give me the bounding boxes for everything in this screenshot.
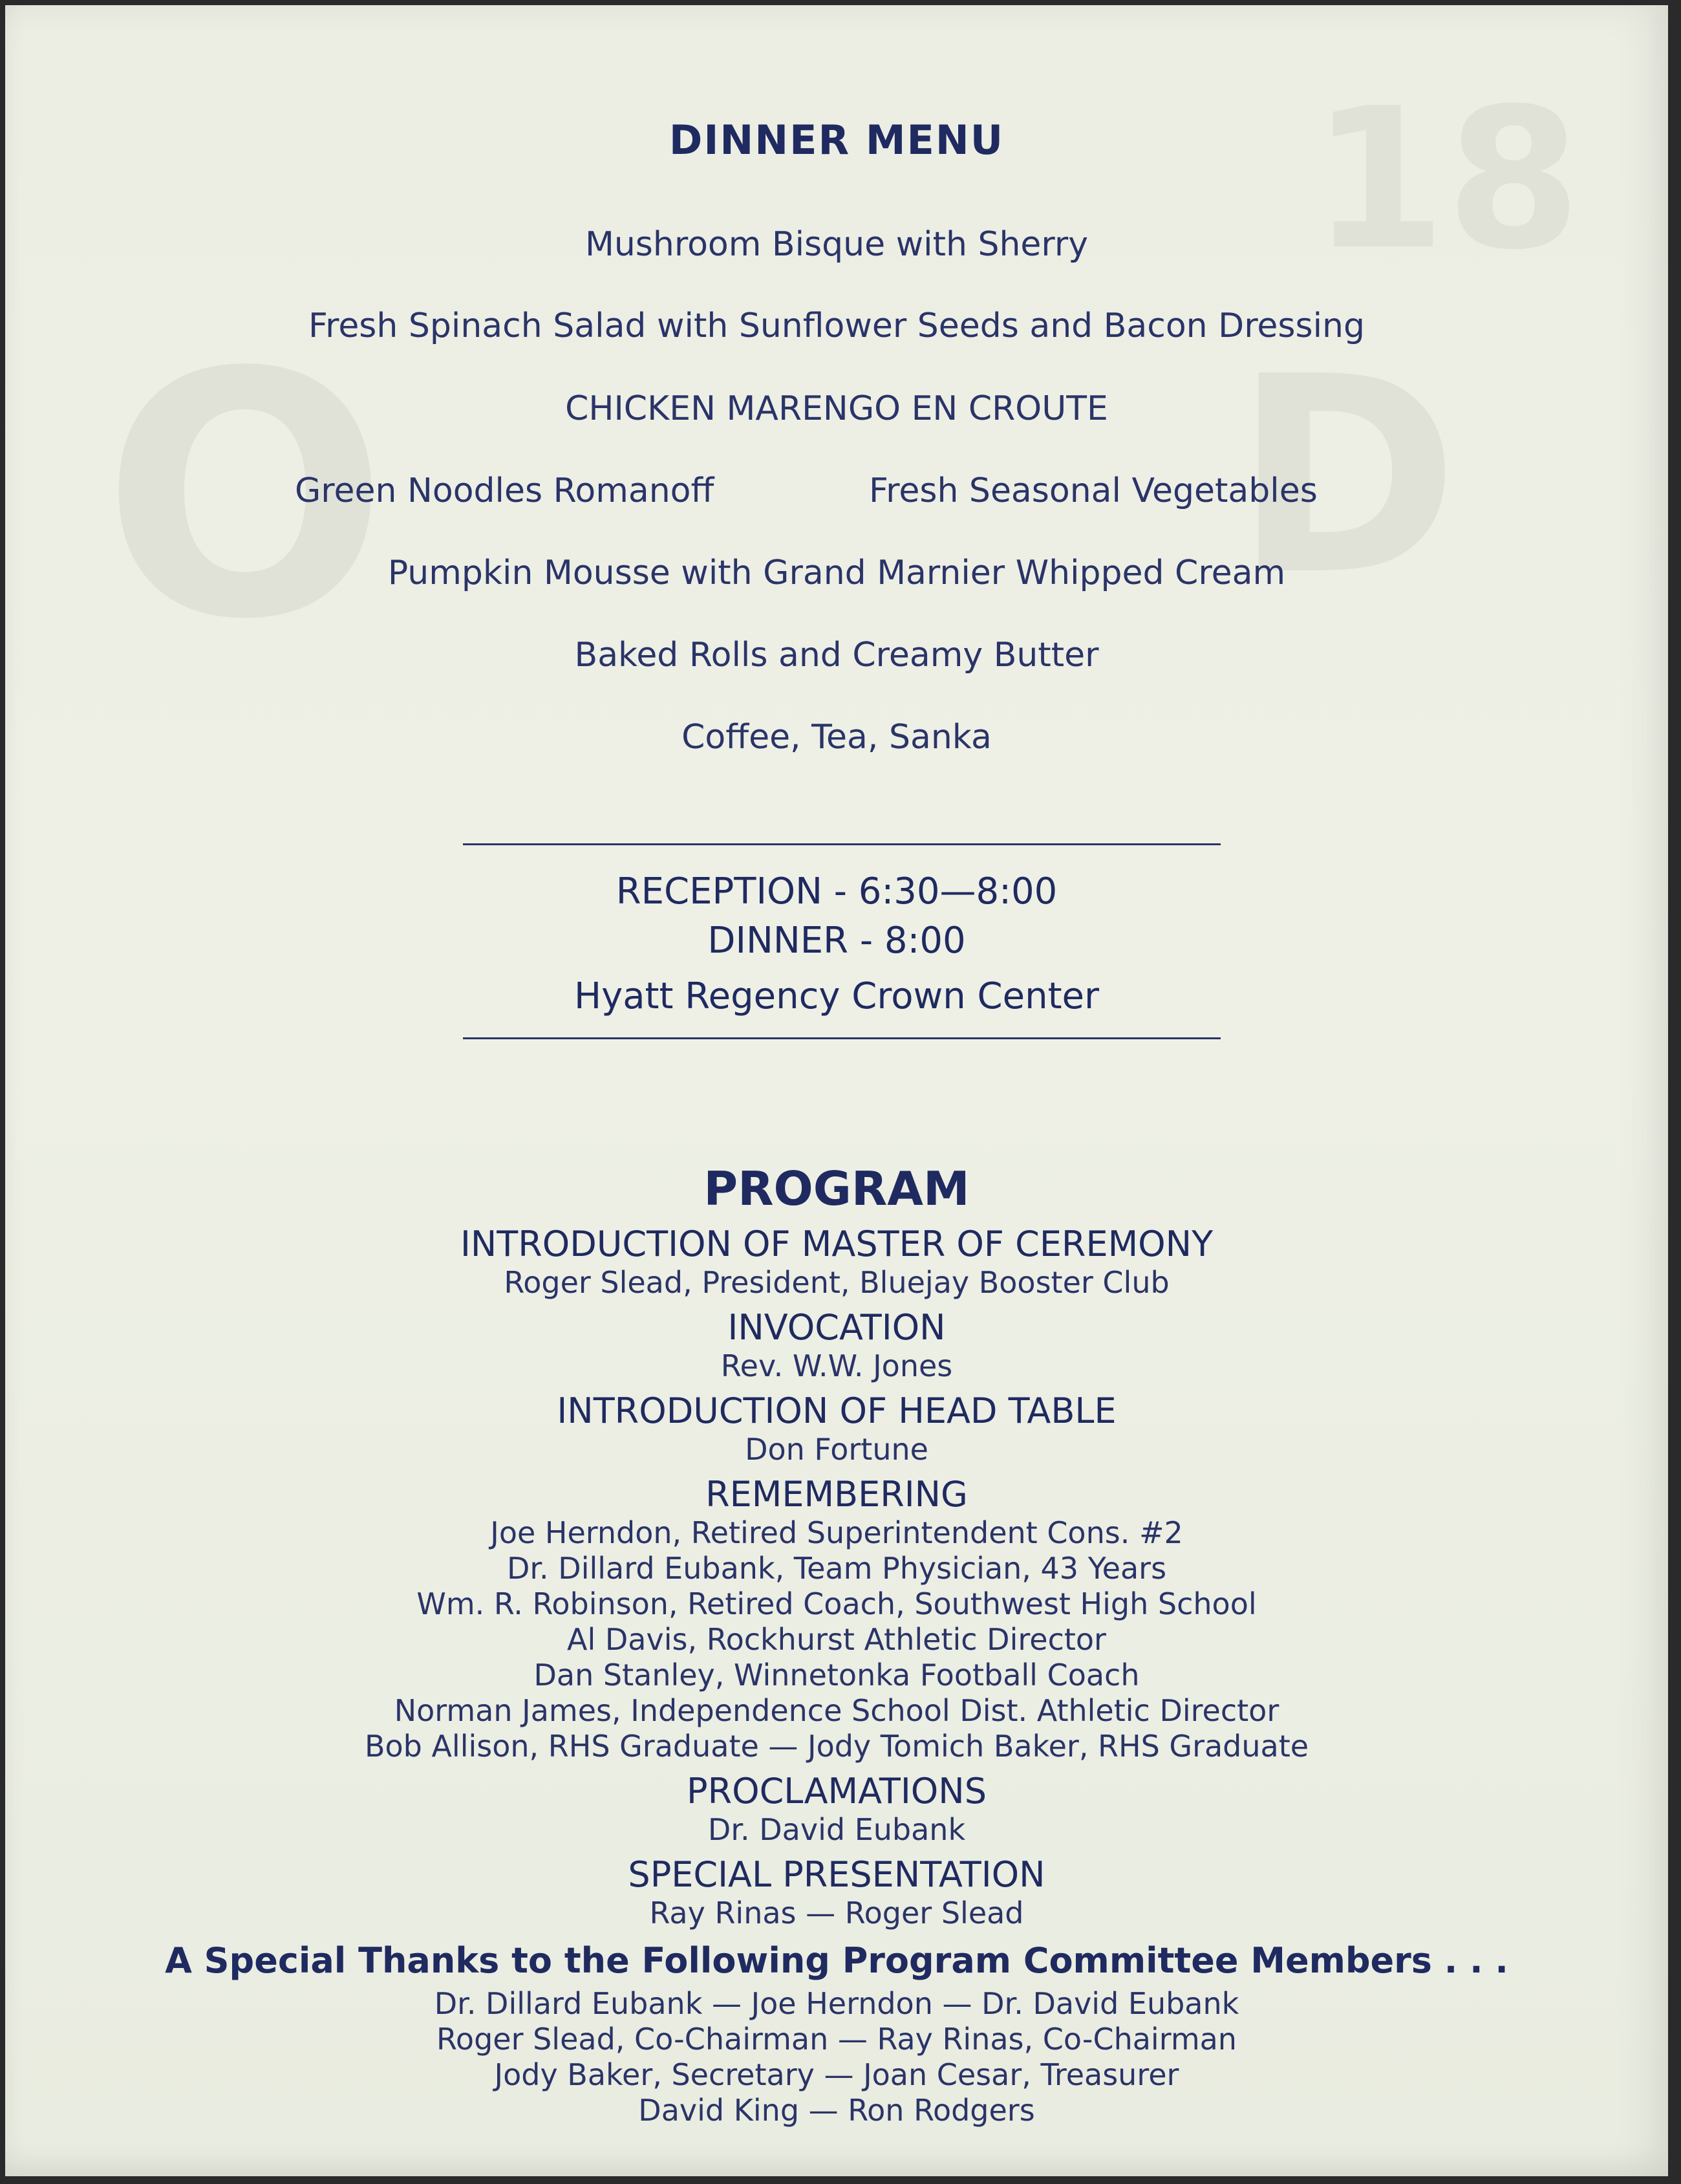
committee-line: Dr. Dillard Eubank — Joe Herndon — Dr. David Eubank <box>434 1986 1239 2021</box>
section-line: Wm. R. Robinson, Retired Coach, Southwest High School <box>416 1586 1257 1621</box>
section-line: Dan Stanley, Winnetonka Football Coach <box>533 1658 1140 1692</box>
section-line: Don Fortune <box>745 1432 928 1467</box>
committee-line: Jody Baker, Secretary — Joan Cesar, Treasurer <box>494 2057 1179 2092</box>
menu-item: CHICKEN MARENGO EN CROUTE <box>565 389 1108 428</box>
committee-line: Roger Slead, Co-Chairman — Ray Rinas, Co-Chairman <box>436 2022 1237 2057</box>
menu-item: Mushroom Bisque with Sherry <box>584 225 1089 264</box>
divider <box>463 843 1221 845</box>
menu-item: Green Noodles Romanoff <box>295 471 714 510</box>
section-line: Ray Rinas — Roger Slead <box>649 1896 1024 1930</box>
section-heading: INTRODUCTION OF MASTER OF CEREMONY <box>460 1224 1214 1264</box>
dinner-time: DINNER - 8:00 <box>707 920 966 962</box>
section-line: Dr. Dillard Eubank, Team Physician, 43 Years <box>506 1551 1167 1586</box>
venue: Hyatt Regency Crown Center <box>573 975 1100 1017</box>
divider <box>463 1037 1221 1039</box>
dinner-menu-title: DINNER MENU <box>669 116 1005 164</box>
reception-time: RECEPTION - 6:30—8:00 <box>616 870 1058 913</box>
section-heading: INVOCATION <box>727 1307 946 1348</box>
section-heading: PROCLAMATIONS <box>687 1771 987 1811</box>
section-line: Norman James, Independence School Dist. Athletic Director <box>394 1693 1279 1728</box>
thanks-heading: A Special Thanks to the Following Program Committee Members . . . <box>165 1940 1508 1981</box>
menu-item-row <box>5 471 1668 517</box>
section-line: Al Davis, Rockhurst Athletic Director <box>567 1622 1106 1657</box>
menu-item: Pumpkin Mousse with Grand Marnier Whipped Cream <box>387 554 1286 592</box>
menu-item: Baked Rolls and Creamy Butter <box>574 636 1099 675</box>
section-heading: SPECIAL PRESENTATION <box>628 1854 1045 1895</box>
section-heading: INTRODUCTION OF HEAD TABLE <box>557 1390 1117 1431</box>
show-through-ghost: D <box>1234 319 1459 635</box>
menu-item: Fresh Spinach Salad with Sunflower Seeds and Bacon Dressing <box>308 307 1365 345</box>
section-line: Dr. David Eubank <box>707 1812 966 1847</box>
section-line: Joe Herndon, Retired Superintendent Cons. #2 <box>490 1515 1183 1550</box>
menu-page <box>5 5 1668 2176</box>
program-title: PROGRAM <box>703 1162 970 1216</box>
section-line: Bob Allison, RHS Graduate — Jody Tomich Baker, RHS Graduate <box>364 1729 1309 1764</box>
show-through-ghost: 18 <box>1311 67 1581 292</box>
committee-line: David King — Ron Rodgers <box>638 2093 1035 2128</box>
section-heading: REMEMBERING <box>705 1474 968 1515</box>
section-line: Roger Slead, President, Bluejay Booster Club <box>504 1265 1170 1300</box>
show-through-ghost: O <box>102 301 389 693</box>
section-line: Rev. W.W. Jones <box>720 1348 953 1383</box>
menu-item: Coffee, Tea, Sanka <box>681 718 992 757</box>
menu-item: Fresh Seasonal Vegetables <box>869 471 1318 510</box>
program-list <box>5 1224 1668 2128</box>
